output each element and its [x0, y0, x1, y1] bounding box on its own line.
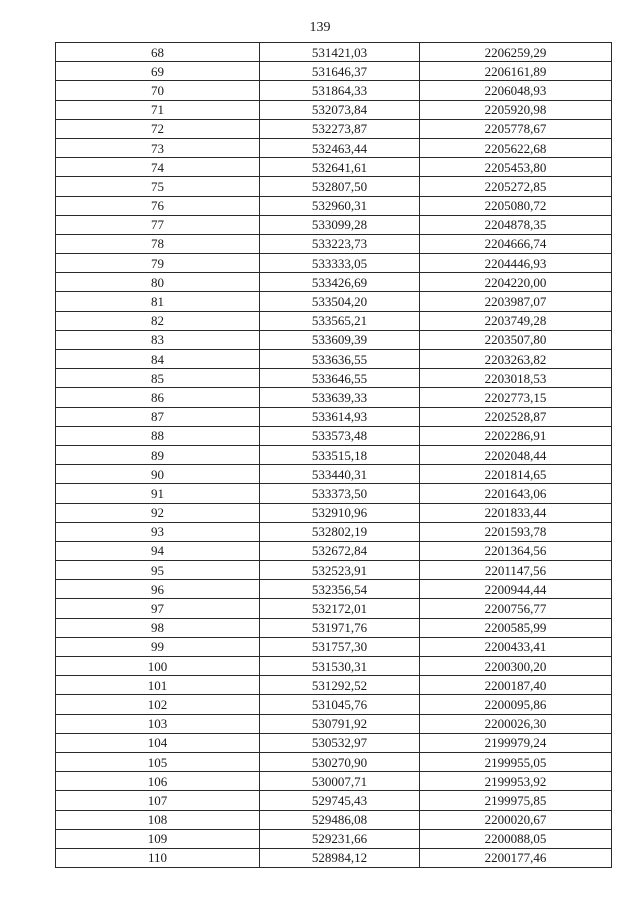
table-row [56, 138, 612, 157]
point-number-cell: 73 [56, 138, 260, 157]
point-number-cell: 86 [56, 388, 260, 407]
table-row [56, 522, 612, 541]
y-coordinate-cell: 2205778,67 [420, 119, 612, 138]
x-coordinate-cell: 532273,87 [260, 119, 420, 138]
point-number-cell: 96 [56, 580, 260, 599]
table-row [56, 695, 612, 714]
x-coordinate-cell: 533565,21 [260, 311, 420, 330]
point-number-cell: 80 [56, 273, 260, 292]
point-number-cell: 76 [56, 196, 260, 215]
table-row [56, 388, 612, 407]
point-number-cell: 82 [56, 311, 260, 330]
coordinates-table-body [56, 43, 612, 868]
point-number-cell: 104 [56, 733, 260, 752]
x-coordinate-cell: 533515,18 [260, 445, 420, 464]
y-coordinate-cell: 2201643,06 [420, 484, 612, 503]
table-row [56, 618, 612, 637]
x-coordinate-cell: 531864,33 [260, 81, 420, 100]
y-coordinate-cell: 2202528,87 [420, 407, 612, 426]
x-coordinate-cell: 532523,91 [260, 561, 420, 580]
table-row [56, 733, 612, 752]
table-row [56, 714, 612, 733]
x-coordinate-cell: 531757,30 [260, 637, 420, 656]
table-row [56, 330, 612, 349]
y-coordinate-cell: 2203987,07 [420, 292, 612, 311]
point-number-cell: 97 [56, 599, 260, 618]
y-coordinate-cell: 2201593,78 [420, 522, 612, 541]
y-coordinate-cell: 2206048,93 [420, 81, 612, 100]
table-row [56, 541, 612, 560]
table-row [56, 752, 612, 771]
y-coordinate-cell: 2205453,80 [420, 158, 612, 177]
x-coordinate-cell: 532802,19 [260, 522, 420, 541]
point-number-cell: 108 [56, 810, 260, 829]
point-number-cell: 81 [56, 292, 260, 311]
y-coordinate-cell: 2200177,46 [420, 848, 612, 867]
table-row [56, 772, 612, 791]
x-coordinate-cell: 531421,03 [260, 43, 420, 62]
x-coordinate-cell: 532960,31 [260, 196, 420, 215]
y-coordinate-cell: 2200300,20 [420, 657, 612, 676]
point-number-cell: 84 [56, 350, 260, 369]
point-number-cell: 83 [56, 330, 260, 349]
point-number-cell: 102 [56, 695, 260, 714]
table-row [56, 158, 612, 177]
table-row [56, 829, 612, 848]
x-coordinate-cell: 530532,97 [260, 733, 420, 752]
point-number-cell: 94 [56, 541, 260, 560]
y-coordinate-cell: 2201814,65 [420, 465, 612, 484]
table-row [56, 426, 612, 445]
y-coordinate-cell: 2199975,85 [420, 791, 612, 810]
y-coordinate-cell: 2200095,86 [420, 695, 612, 714]
y-coordinate-cell: 2200433,41 [420, 637, 612, 656]
x-coordinate-cell: 533609,39 [260, 330, 420, 349]
point-number-cell: 105 [56, 752, 260, 771]
table-row [56, 43, 612, 62]
y-coordinate-cell: 2201147,56 [420, 561, 612, 580]
point-number-cell: 78 [56, 234, 260, 253]
coordinates-table [55, 42, 612, 868]
table-row [56, 810, 612, 829]
table-row [56, 369, 612, 388]
table-row [56, 62, 612, 81]
table-row [56, 445, 612, 464]
table-row [56, 311, 612, 330]
y-coordinate-cell: 2205920,98 [420, 100, 612, 119]
point-number-cell: 87 [56, 407, 260, 426]
x-coordinate-cell: 533639,33 [260, 388, 420, 407]
y-coordinate-cell: 2200187,40 [420, 676, 612, 695]
point-number-cell: 103 [56, 714, 260, 733]
y-coordinate-cell: 2203018,53 [420, 369, 612, 388]
table-row [56, 177, 612, 196]
x-coordinate-cell: 531646,37 [260, 62, 420, 81]
table-row [56, 599, 612, 618]
y-coordinate-cell: 2199953,92 [420, 772, 612, 791]
point-number-cell: 107 [56, 791, 260, 810]
y-coordinate-cell: 2204220,00 [420, 273, 612, 292]
table-row [56, 791, 612, 810]
table-row [56, 292, 612, 311]
table-row [56, 254, 612, 273]
point-number-cell: 77 [56, 215, 260, 234]
point-number-cell: 85 [56, 369, 260, 388]
table-row [56, 350, 612, 369]
y-coordinate-cell: 2200585,99 [420, 618, 612, 637]
y-coordinate-cell: 2200088,05 [420, 829, 612, 848]
y-coordinate-cell: 2204446,93 [420, 254, 612, 273]
point-number-cell: 99 [56, 637, 260, 656]
point-number-cell: 91 [56, 484, 260, 503]
y-coordinate-cell: 2203749,28 [420, 311, 612, 330]
x-coordinate-cell: 531292,52 [260, 676, 420, 695]
x-coordinate-cell: 532807,50 [260, 177, 420, 196]
x-coordinate-cell: 531530,31 [260, 657, 420, 676]
x-coordinate-cell: 532641,61 [260, 158, 420, 177]
table-row [56, 119, 612, 138]
x-coordinate-cell: 532463,44 [260, 138, 420, 157]
table-row [56, 81, 612, 100]
y-coordinate-cell: 2204666,74 [420, 234, 612, 253]
x-coordinate-cell: 532356,54 [260, 580, 420, 599]
x-coordinate-cell: 532172,01 [260, 599, 420, 618]
y-coordinate-cell: 2199979,24 [420, 733, 612, 752]
point-number-cell: 89 [56, 445, 260, 464]
y-coordinate-cell: 2203507,80 [420, 330, 612, 349]
x-coordinate-cell: 533440,31 [260, 465, 420, 484]
x-coordinate-cell: 533504,20 [260, 292, 420, 311]
table-row [56, 234, 612, 253]
x-coordinate-cell: 528984,12 [260, 848, 420, 867]
table-row [56, 580, 612, 599]
y-coordinate-cell: 2205080,72 [420, 196, 612, 215]
table-row [56, 561, 612, 580]
x-coordinate-cell: 529745,43 [260, 791, 420, 810]
table-row [56, 273, 612, 292]
table-row [56, 503, 612, 522]
x-coordinate-cell: 529486,08 [260, 810, 420, 829]
x-coordinate-cell: 529231,66 [260, 829, 420, 848]
table-row [56, 657, 612, 676]
y-coordinate-cell: 2201364,56 [420, 541, 612, 560]
x-coordinate-cell: 533646,55 [260, 369, 420, 388]
point-number-cell: 68 [56, 43, 260, 62]
y-coordinate-cell: 2203263,82 [420, 350, 612, 369]
point-number-cell: 90 [56, 465, 260, 484]
x-coordinate-cell: 532910,96 [260, 503, 420, 522]
x-coordinate-cell: 533373,50 [260, 484, 420, 503]
table-row [56, 848, 612, 867]
x-coordinate-cell: 530270,90 [260, 752, 420, 771]
table-row [56, 484, 612, 503]
point-number-cell: 109 [56, 829, 260, 848]
x-coordinate-cell: 530791,92 [260, 714, 420, 733]
point-number-cell: 71 [56, 100, 260, 119]
y-coordinate-cell: 2205272,85 [420, 177, 612, 196]
point-number-cell: 100 [56, 657, 260, 676]
x-coordinate-cell: 530007,71 [260, 772, 420, 791]
point-number-cell: 95 [56, 561, 260, 580]
y-coordinate-cell: 2206259,29 [420, 43, 612, 62]
point-number-cell: 72 [56, 119, 260, 138]
table-row [56, 637, 612, 656]
point-number-cell: 79 [56, 254, 260, 273]
page-number: 139 [309, 20, 331, 35]
point-number-cell: 74 [56, 158, 260, 177]
x-coordinate-cell: 533614,93 [260, 407, 420, 426]
point-number-cell: 92 [56, 503, 260, 522]
x-coordinate-cell: 533426,69 [260, 273, 420, 292]
x-coordinate-cell: 533636,55 [260, 350, 420, 369]
x-coordinate-cell: 533333,05 [260, 254, 420, 273]
x-coordinate-cell: 533573,48 [260, 426, 420, 445]
x-coordinate-cell: 532672,84 [260, 541, 420, 560]
table-row [56, 676, 612, 695]
table-row [56, 100, 612, 119]
y-coordinate-cell: 2200026,30 [420, 714, 612, 733]
y-coordinate-cell: 2205622,68 [420, 138, 612, 157]
y-coordinate-cell: 2202773,15 [420, 388, 612, 407]
point-number-cell: 110 [56, 848, 260, 867]
point-number-cell: 93 [56, 522, 260, 541]
y-coordinate-cell: 2202048,44 [420, 445, 612, 464]
y-coordinate-cell: 2200944,44 [420, 580, 612, 599]
x-coordinate-cell: 531971,76 [260, 618, 420, 637]
point-number-cell: 88 [56, 426, 260, 445]
x-coordinate-cell: 531045,76 [260, 695, 420, 714]
point-number-cell: 70 [56, 81, 260, 100]
x-coordinate-cell: 533223,73 [260, 234, 420, 253]
point-number-cell: 101 [56, 676, 260, 695]
point-number-cell: 98 [56, 618, 260, 637]
y-coordinate-cell: 2201833,44 [420, 503, 612, 522]
table-row [56, 196, 612, 215]
y-coordinate-cell: 2204878,35 [420, 215, 612, 234]
table-row [56, 215, 612, 234]
point-number-cell: 75 [56, 177, 260, 196]
table-row [56, 465, 612, 484]
y-coordinate-cell: 2200020,67 [420, 810, 612, 829]
x-coordinate-cell: 533099,28 [260, 215, 420, 234]
point-number-cell: 106 [56, 772, 260, 791]
y-coordinate-cell: 2199955,05 [420, 752, 612, 771]
y-coordinate-cell: 2200756,77 [420, 599, 612, 618]
point-number-cell: 69 [56, 62, 260, 81]
x-coordinate-cell: 532073,84 [260, 100, 420, 119]
table-row [56, 407, 612, 426]
y-coordinate-cell: 2202286,91 [420, 426, 612, 445]
y-coordinate-cell: 2206161,89 [420, 62, 612, 81]
